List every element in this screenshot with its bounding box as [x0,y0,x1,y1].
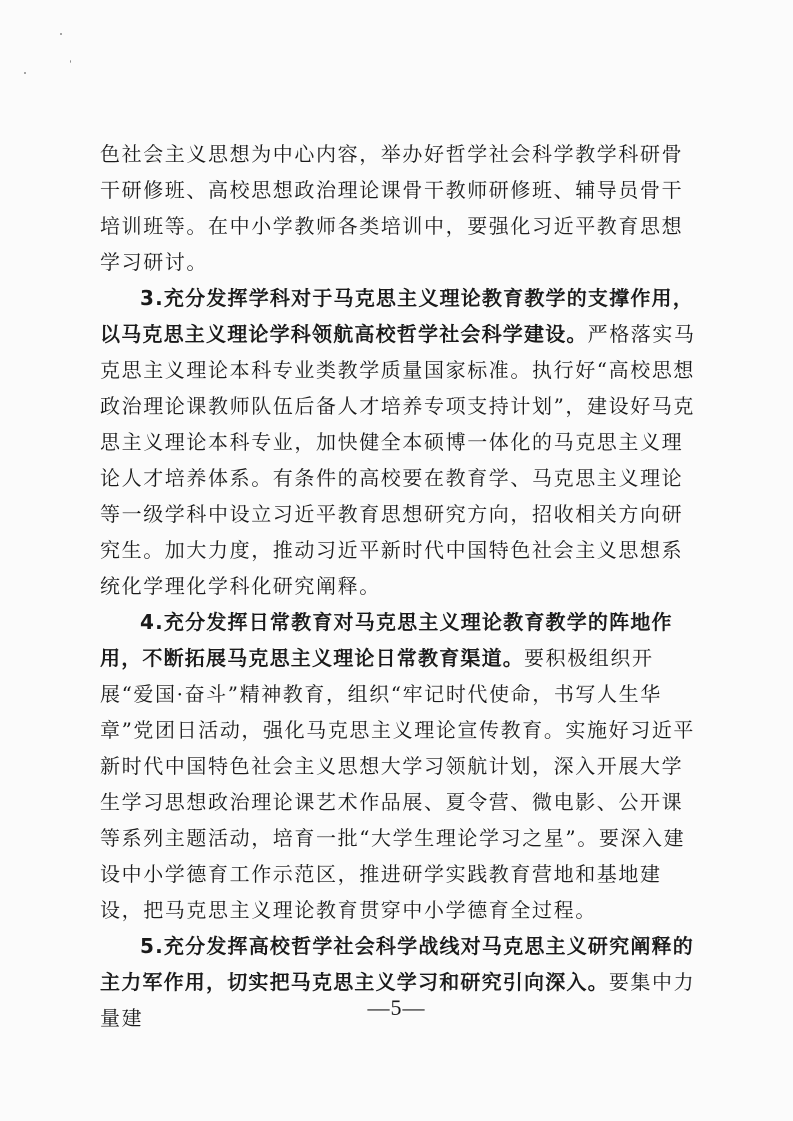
scan-speck [24,72,26,74]
scan-speck [60,33,62,35]
paragraph-text: 要集中力量建 [100,970,696,1030]
paragraph-3 [100,604,700,928]
paragraph-2 [100,280,700,604]
paragraph-lead: 5.充分发挥高校哲学社会科学战线对马克思主义研究阐释的主力军作用，切实把马克思主义学习和研究引向深入。 [100,934,694,994]
paragraph-1 [100,136,700,280]
paragraph-lead: 3.充分发挥学科对于马克思主义理论教育教学的支撑作用，以马克思主义理论学科领航高校哲学社会科学建设。 [100,286,694,346]
paragraph-text: 要积极组织开展“爱国·奋斗”精神教育，组织“牢记时代使命，书写人生华章”党团日活动，强化马克思主义理论宣传教育。实施好习近平新时代中国特色社会主义思想大学习领航计划，深入开展大学生学习思想政治理论课艺术作品展、夏令营、微电影、公开课等系列主题活动，培育一批“大学生理论学习之星”。要深入建设中小学德育工作示范区，推进研学实践教育营地和基地建设，把马克思主义理论教育贯穿中小学德育全过程。 [100,646,696,922]
page-number: —5— [367,995,426,1020]
paragraph-text: 色社会主义思想为中心内容，举办好哲学社会科学教学科研骨干研修班、高校思想政治理论课骨干教师研修班、辅导员骨干培训班等。在中小学教师各类培训中，要强化习近平教育思想学习研讨。 [100,142,684,274]
paragraph-text: 严格落实马克思主义理论本科专业类教学质量国家标准。执行好“高校思想政治理论课教师队伍后备人才培养专项支持计划”，建设好马克思主义理论本科专业，加快健全本硕博一体化的马克思主义理论人才培养体系。有条件的高校要在教育学、马克思主义理论等一级学科中设立习近平教育思想研究方向，招收相关方向研究生。加大力度，推动习近平新时代中国特色社会主义思想系统化学理化学科化研究阐释。 [100,322,696,598]
paragraph-lead: 4.充分发挥日常教育对马克思主义理论教育教学的阵地作用，不断拓展马克思主义理论日常教育渠道。 [100,610,673,670]
scan-speck [70,60,71,63]
document-body [100,136,700,1036]
